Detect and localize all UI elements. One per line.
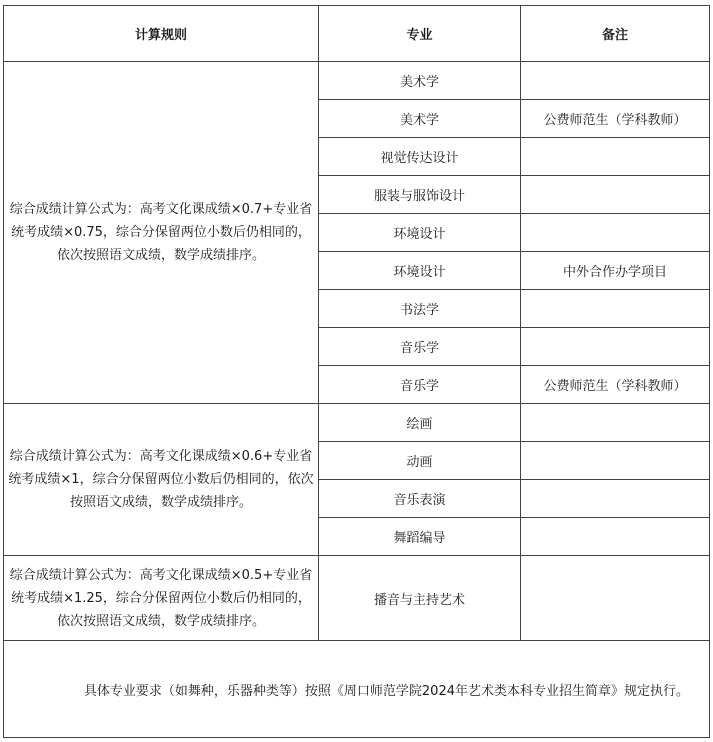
table-row bbox=[4, 404, 710, 442]
formula-cell: 综合成绩计算公式为：高考文化课成绩×0.7+专业省统考成绩×0.75，综合分保留两位小数后仍相同的，依次按照语文成绩，数学成绩排序。 bbox=[4, 62, 319, 404]
note-cell bbox=[521, 442, 710, 480]
table-row bbox=[4, 556, 710, 641]
note-cell bbox=[521, 138, 710, 176]
major-cell: 音乐表演 bbox=[319, 480, 521, 518]
header-calculation-rule: 计算规则 bbox=[4, 6, 319, 62]
note-cell bbox=[521, 328, 710, 366]
major-cell: 播音与主持艺术 bbox=[319, 556, 521, 641]
note-cell bbox=[521, 556, 710, 641]
header-remark: 备注 bbox=[521, 6, 710, 62]
formula-cell: 综合成绩计算公式为：高考文化课成绩×0.6+专业省统考成绩×1，综合分保留两位小数后仍相同的，依次按照语文成绩，数学成绩排序。 bbox=[4, 404, 319, 556]
major-cell: 美术学 bbox=[319, 100, 521, 138]
note-cell: 公费师范生（学科教师） bbox=[521, 100, 710, 138]
footer-note: 具体专业要求（如舞种，乐器种类等）按照《周口师范学院2024年艺术类本科专业招生简章》规定执行。 bbox=[4, 641, 710, 738]
table-row bbox=[4, 62, 710, 100]
formula-cell: 综合成绩计算公式为：高考文化课成绩×0.5+专业省统考成绩×1.25，综合分保留两位小数后仍相同的，依次按照语文成绩，数学成绩排序。 bbox=[4, 556, 319, 641]
major-cell: 书法学 bbox=[319, 290, 521, 328]
major-cell: 视觉传达设计 bbox=[319, 138, 521, 176]
note-cell bbox=[521, 214, 710, 252]
major-cell: 音乐学 bbox=[319, 366, 521, 404]
major-cell: 绘画 bbox=[319, 404, 521, 442]
note-cell bbox=[521, 290, 710, 328]
header-major: 专业 bbox=[319, 6, 521, 62]
major-cell: 美术学 bbox=[319, 62, 521, 100]
scoring-rules-table bbox=[3, 5, 710, 738]
major-cell: 环境设计 bbox=[319, 214, 521, 252]
major-cell: 服装与服饰设计 bbox=[319, 176, 521, 214]
note-cell: 中外合作办学项目 bbox=[521, 252, 710, 290]
major-cell: 舞蹈编导 bbox=[319, 518, 521, 556]
note-cell: 公费师范生（学科教师） bbox=[521, 366, 710, 404]
note-cell bbox=[521, 480, 710, 518]
major-cell: 音乐学 bbox=[319, 328, 521, 366]
note-cell bbox=[521, 62, 710, 100]
major-cell: 环境设计 bbox=[319, 252, 521, 290]
header-row bbox=[4, 6, 710, 62]
note-cell bbox=[521, 176, 710, 214]
note-cell bbox=[521, 518, 710, 556]
footer-row bbox=[4, 641, 710, 738]
note-cell bbox=[521, 404, 710, 442]
major-cell: 动画 bbox=[319, 442, 521, 480]
